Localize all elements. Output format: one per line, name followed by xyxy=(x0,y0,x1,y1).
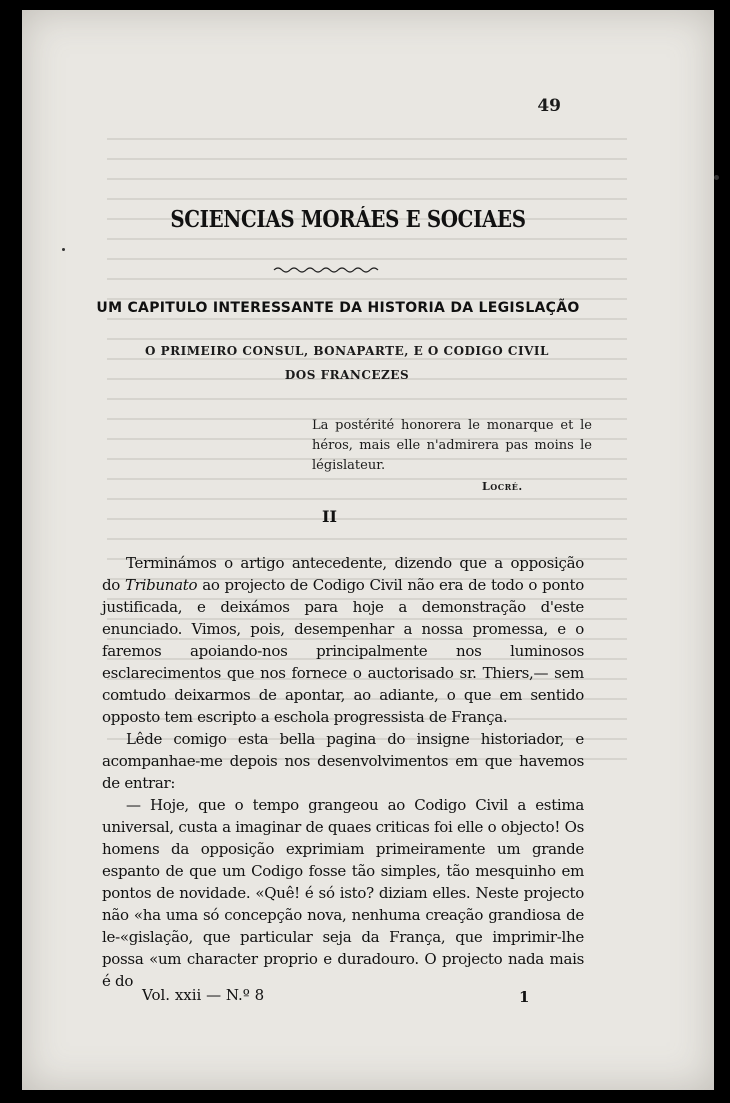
paragraph-1-rest: ao projecto de Codigo Civil não era de todo o ponto justificada, e deixámos para hoje a demonstração d'este enunciado. Vimos, pois, desempenhar a nossa promessa, e o faremos apoiando-nos principalmente nos luminosos esclarecimentos que nos fornece o auctorisado sr. Thiers,— sem comtudo deixarmos de apontar, ao adiante, o que em sentido opposto tem escripto a eschola progressista de França. xyxy=(102,576,584,726)
page-number: 49 xyxy=(537,96,561,116)
article-body xyxy=(102,552,584,992)
article-subtitle-line-1: O PRIMEIRO CONSUL, BONAPARTE, E O CODIGO CIVIL xyxy=(145,344,549,358)
volume-footer: Vol. xxii — N.º 8 xyxy=(142,986,265,1004)
ornament-rule xyxy=(272,266,382,274)
ink-speck xyxy=(62,248,65,251)
epigraph-text: La postérité honorera le monarque et le héros, mais elle n'admirera pas moins le législateur. xyxy=(312,418,592,473)
paragraph-1-lead: Terminámos o artigo antecedente, dizendo que a opposição do xyxy=(102,554,584,594)
paragraph-1 xyxy=(102,552,584,728)
scanned-page xyxy=(22,10,714,1090)
paragraph-2: Lêde comigo esta bella pagina do insigne historiador, e acompanhae-me depois nos desenvolvimentos em que havemos de entrar: xyxy=(102,730,584,792)
epigraph-author: Locré. xyxy=(482,480,523,493)
article-title: UM CAPITULO INTERESSANTE DA HISTORIA DA LEGISLAÇÃO xyxy=(96,300,580,316)
ink-speck xyxy=(714,175,719,180)
section-title: SCIENCIAS MORÁES E SOCIAES xyxy=(170,206,526,233)
section-numeral: II xyxy=(322,507,337,526)
article-subtitle-line-2: DOS FRANCEZES xyxy=(284,368,410,382)
tribunato-italic: Tribunato xyxy=(125,576,198,594)
signature-mark: 1 xyxy=(519,988,530,1006)
paragraph-3: — Hoje, que o tempo grangeou ao Codigo Civil a estima universal, custa a imaginar de quaes criticas foi elle o objecto! Os homens da opposição exprimiam primeiramente um grande espanto de que um Codigo fosse tão simples, tão mesquinho em pontos de novidade. «Quê! é só isto? diziam elles. Neste projecto não «ha uma só concepção nova, nenhuma creação grandiosa de le-«gislação, que particular seja da França, que imprimir-lhe possa «um character proprio e duradouro. O projecto nada mais é do xyxy=(102,796,584,990)
